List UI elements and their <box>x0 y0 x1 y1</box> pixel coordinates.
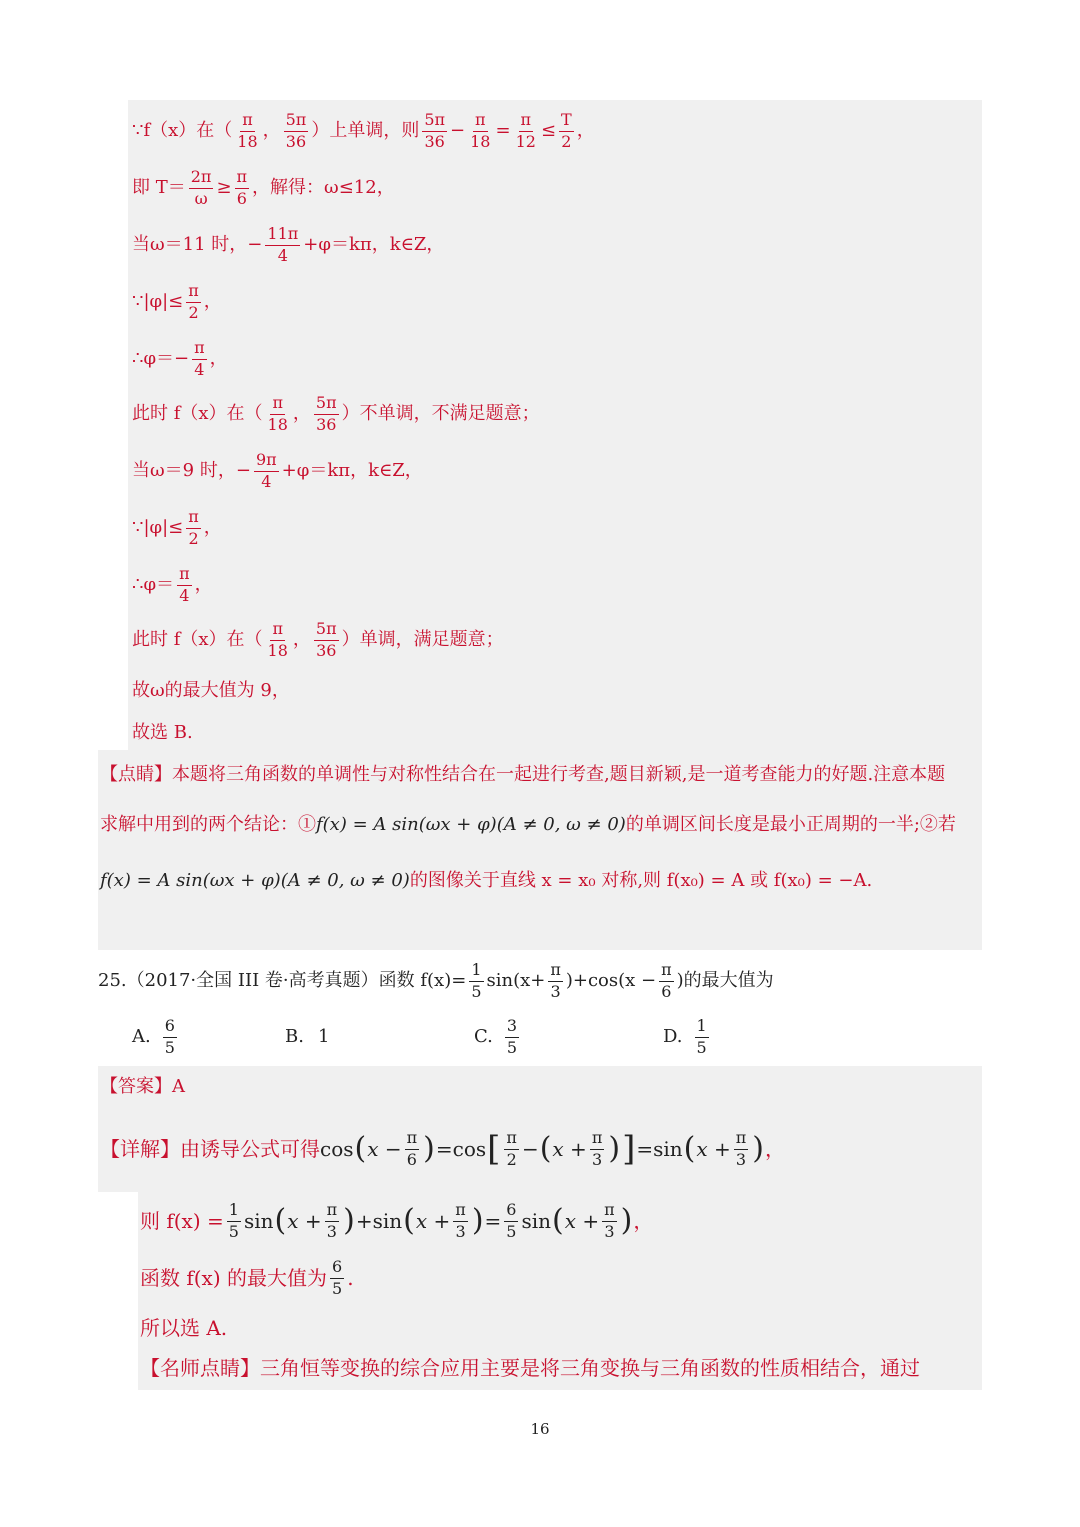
fraction: $\frac{\pi}{4}$ <box>194 338 205 379</box>
fraction: $\frac{6}{5}$ <box>506 1200 517 1241</box>
fraction: $\frac{\pi}{4}$ <box>179 564 190 605</box>
solution-line-12: 故选 B. <box>132 722 193 743</box>
formula: f(x) = A sin(ωx + φ)(A ≠ 0, ω ≠ 0) <box>316 814 626 835</box>
fraction: $\frac{5\pi}{36}$ <box>315 393 337 434</box>
solution-line-1: ∵f（x）在（ $\frac{\pi}{18}$ ， $\frac{5\pi}{36}$ ）上单调，则 $\frac{5\pi}{36}$ − $\frac{\pi}{18}$ = $\frac{\pi}{12}$ ≤ $\frac{T}{2}$ ， <box>132 110 595 151</box>
teacher-tag: 【名师点睛】 <box>140 1356 260 1380</box>
fraction: $\frac{\pi}{2}$ <box>506 1128 517 1169</box>
detail-line-3: 函数 f(x) 的最大值为 $\frac{6}{5}$ . <box>140 1257 354 1298</box>
detail-tag: 【详解】 <box>100 1137 180 1161</box>
comment-tag: 【点睛】 <box>100 764 172 785</box>
fraction: $\frac{9\pi}{4}$ <box>255 450 277 491</box>
fraction: $\frac{\pi}{3}$ <box>604 1200 615 1241</box>
fraction: $\frac{\pi}{6}$ <box>661 960 672 1001</box>
fraction: $\frac{1}{5}$ <box>696 1016 707 1057</box>
fraction: $\frac{\pi}{18}$ <box>267 393 288 434</box>
solution-line-5: ∴φ＝− $\frac{\pi}{4}$ ， <box>132 338 228 379</box>
option-b: B. 1 <box>285 1026 330 1047</box>
fraction: $\frac{\pi}{2}$ <box>188 281 199 322</box>
fraction: $\frac{\pi}{6}$ <box>236 167 248 208</box>
solution-line-3: 当ω＝11 时，− $\frac{11\pi}{4}$ +φ＝kπ，k∈Z， <box>132 224 445 265</box>
comment-line-2: 求解中用到的两个结论：① f(x) = A sin(ωx + φ)(A ≠ 0, ω ≠ 0) 的单调区间长度是最小正周期的一半;②若 <box>100 814 956 835</box>
fraction: $\frac{\pi}{6}$ <box>406 1128 418 1169</box>
fraction: $\frac{5\pi}{36}$ <box>424 110 446 151</box>
formula: f(x) = A sin(ωx + φ)(A ≠ 0, ω ≠ 0) <box>100 870 410 891</box>
option-d: D. $\frac{1}{5}$ <box>663 1016 707 1057</box>
fraction: $\frac{1}{5}$ <box>471 960 482 1001</box>
fraction: $\frac{\pi}{3}$ <box>550 960 561 1001</box>
answer-line: 【答案】 A <box>100 1076 185 1097</box>
option-a: A. $\frac{6}{5}$ <box>132 1016 175 1057</box>
fraction: $\frac{T}{2}$ <box>561 110 572 151</box>
comment-line-1: 【点睛】 本题将三角函数的单调性与对称性结合在一起进行考查,题目新颖,是一道考查能力的好题.注意本题 <box>100 764 946 785</box>
solution-line-7: 当ω＝9 时，− $\frac{9\pi}{4}$ +φ＝kπ，k∈Z， <box>132 450 423 491</box>
detail-line-1: 【详解】 由诱导公式可得 cos ( x − $\frac{\pi}{6}$ ) = cos [ $\frac{\pi}{2}$ − ( x + $\frac{\pi}{3}$ ) ] = sin ( x + $\frac{\pi}{3}$ ) ， <box>100 1128 785 1169</box>
detail-line-4: 所以选 A. <box>140 1316 228 1340</box>
detail-line-2: 则 f(x) = $\frac{1}{5}$ sin ( x + $\frac{\pi}{3}$ ) + sin ( x + $\frac{\pi}{3}$ ) = $\frac{6}{5}$ sin ( x + $\frac{\pi}{3}$ ) ， <box>140 1200 654 1241</box>
solution-line-11: 故ω的最大值为 9， <box>132 680 290 701</box>
solution-line-9: ∴φ＝ $\frac{\pi}{4}$ ， <box>132 564 213 605</box>
fraction: $\frac{\pi}{12}$ <box>515 110 536 151</box>
solution-line-4: ∵|φ|≤ $\frac{\pi}{2}$ ， <box>132 281 222 322</box>
solution-line-2: 即 T＝ $\frac{2\pi}{\omega}$ ≥ $\frac{\pi}{6}$ ，解得：ω≤12， <box>132 167 395 208</box>
fraction: $\frac{2\pi}{\omega}$ <box>190 167 212 208</box>
fraction: $\frac{\pi}{3}$ <box>326 1200 338 1241</box>
fraction: $\frac{11\pi}{4}$ <box>267 224 299 265</box>
fraction: $\frac{\pi}{18}$ <box>470 110 491 151</box>
fraction: $\frac{1}{5}$ <box>228 1200 239 1241</box>
page-number: 16 <box>530 1420 550 1438</box>
fraction: $\frac{5\pi}{36}$ <box>285 110 307 151</box>
fraction: $\frac{5\pi}{36}$ <box>315 619 337 660</box>
fraction: $\frac{3}{5}$ <box>506 1016 518 1057</box>
fraction: $\frac{\pi}{18}$ <box>267 619 288 660</box>
fraction: $\frac{\pi}{3}$ <box>735 1128 747 1169</box>
solution-line-10: 此时 f（x）在（ $\frac{\pi}{18}$ ， $\frac{5\pi}{36}$ ）单调，满足题意； <box>132 619 504 660</box>
solution-line-6: 此时 f（x）在（ $\frac{\pi}{18}$ ， $\frac{5\pi}{36}$ ）不单调，不满足题意； <box>132 393 540 434</box>
question-line: 25.（2017·全国 III 卷·高考真题）函数 f(x)= $\frac{1}{5}$ sin(x+ $\frac{\pi}{3}$ )+cos(x − $\frac{\pi}{6}$ )的最大值为 <box>98 960 774 1001</box>
answer-tag: 【答案】 <box>100 1076 172 1097</box>
fraction: $\frac{6}{5}$ <box>332 1257 343 1298</box>
fraction: $\frac{\pi}{2}$ <box>188 507 199 548</box>
fraction: $\frac{\pi}{3}$ <box>455 1200 466 1241</box>
option-c: C. $\frac{3}{5}$ <box>474 1016 518 1057</box>
fraction: $\frac{\pi}{3}$ <box>591 1128 603 1169</box>
fraction: $\frac{6}{5}$ <box>164 1016 175 1057</box>
teacher-line: 【名师点睛】 三角恒等变换的综合应用主要是将三角变换与三角函数的性质相结合，通过 <box>140 1356 920 1380</box>
fraction: $\frac{\pi}{18}$ <box>237 110 258 151</box>
solution-line-8: ∵|φ|≤ $\frac{\pi}{2}$ ， <box>132 507 222 548</box>
comment-line-3: f(x) = A sin(ωx + φ)(A ≠ 0, ω ≠ 0) 的图像关于直线 x = x₀ 对称,则 f(x₀) = A 或 f(x₀) = −A. <box>100 870 873 891</box>
